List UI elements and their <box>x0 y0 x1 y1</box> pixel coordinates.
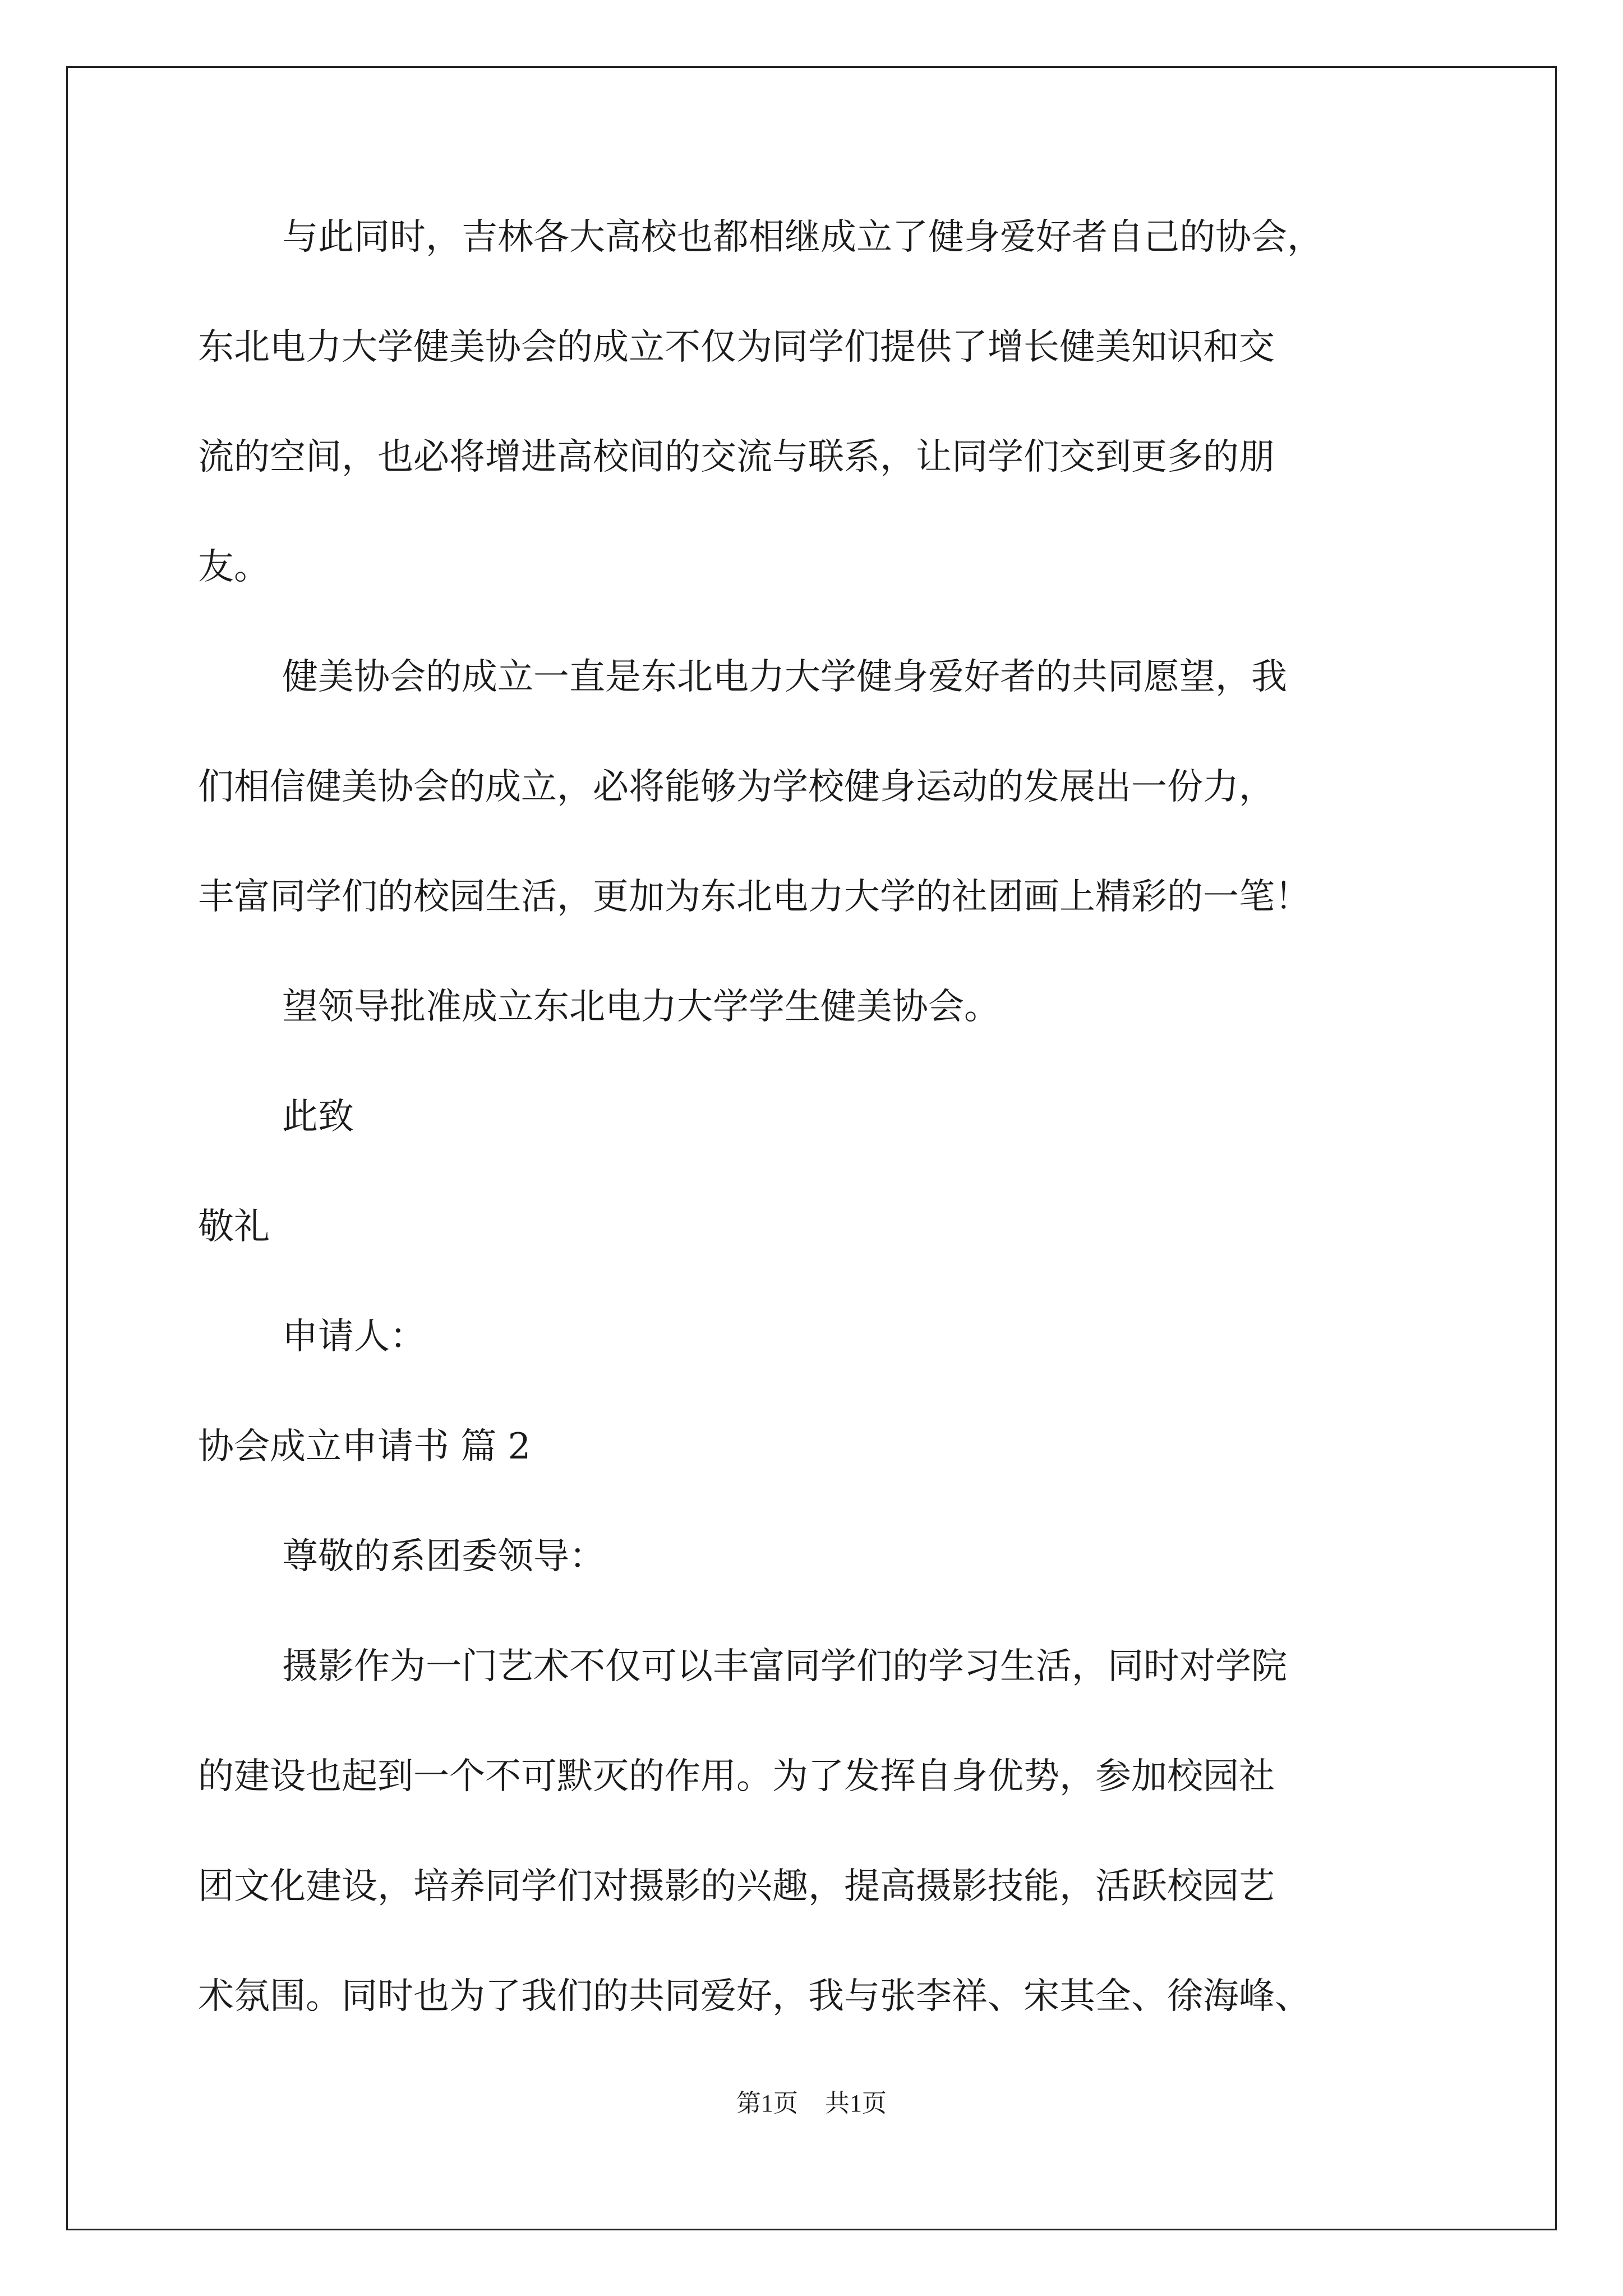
paragraph-line: 的建设也起到一个不可默灭的作用。为了发挥自身优势，参加校园社 <box>198 1756 1275 1797</box>
greeting: 尊敬的系团委领导： <box>282 1536 605 1577</box>
paragraph-line: 友。 <box>198 546 270 588</box>
closing-phrase: 此致 <box>282 1096 354 1138</box>
paragraph-line: 术氛围。同时也为了我们的共同爱好，我与张李祥、宋其全、徐海峰、 <box>198 1976 1311 2017</box>
paragraph-line: 摄影作为一门艺术不仅可以丰富同学们的学习生活，同时对学院 <box>282 1646 1287 1687</box>
paragraph-line: 东北电力大学健美协会的成立不仅为同学们提供了增长健美知识和交 <box>198 326 1275 368</box>
page-footer <box>0 2087 1623 2120</box>
paragraph-line: 团文化建设，培养同学们对摄影的兴趣，提高摄影技能，活跃校园艺 <box>198 1866 1275 1907</box>
page-total: 共1页 <box>825 2090 887 2117</box>
paragraph-line: 丰富同学们的校园生活，更加为东北电力大学的社团画上精彩的一笔！ <box>198 876 1311 918</box>
paragraph-line: 们相信健美协会的成立，必将能够为学校健身运动的发展出一份力， <box>198 766 1275 808</box>
paragraph-line: 望领导批准成立东北电力大学学生健美协会。 <box>282 986 1000 1028</box>
applicant-label: 申请人： <box>282 1316 426 1358</box>
section-heading: 协会成立申请书 篇 2 <box>198 1426 531 1467</box>
paragraph-line: 与此同时，吉林各大高校也都相继成立了健身爱好者自己的协会， <box>282 217 1323 258</box>
paragraph-line: 流的空间，也必将增进高校间的交流与联系，让同学们交到更多的朋 <box>198 436 1275 478</box>
page-number: 第1页 <box>736 2090 798 2117</box>
salutation: 敬礼 <box>198 1206 270 1248</box>
paragraph-line: 健美协会的成立一直是东北电力大学健身爱好者的共同愿望，我 <box>282 656 1287 698</box>
